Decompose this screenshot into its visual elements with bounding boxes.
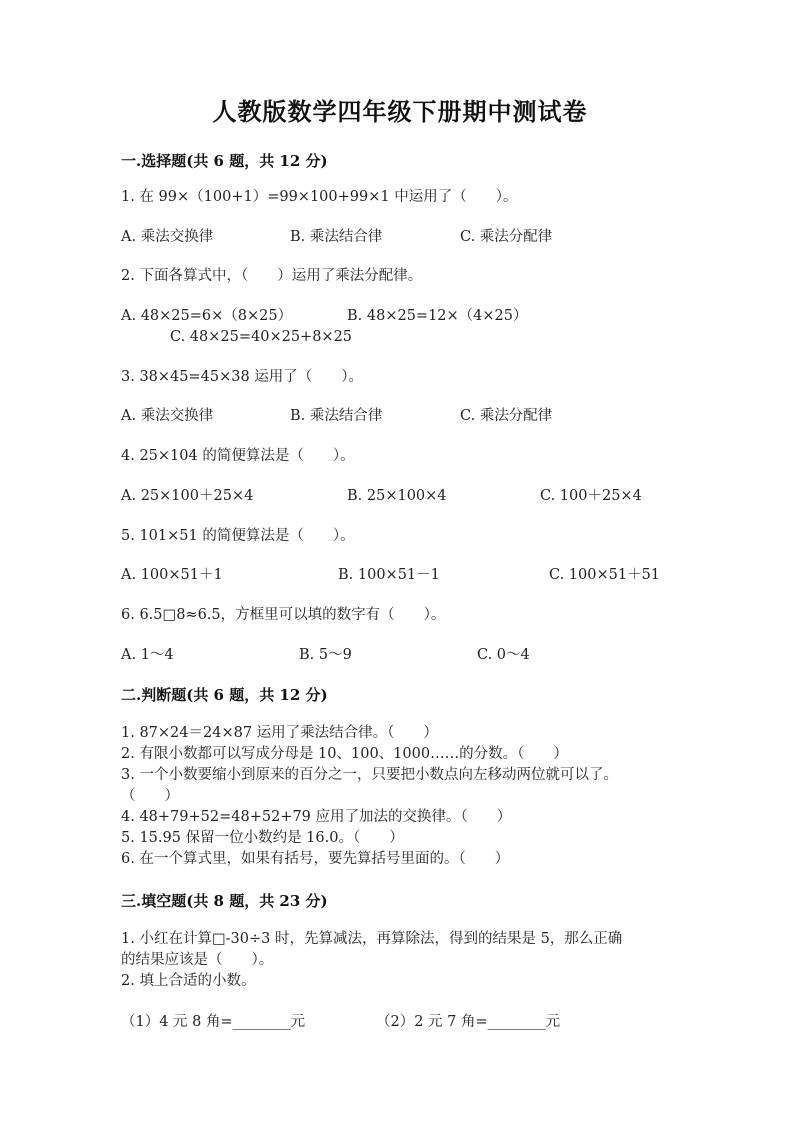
option-a: A. 1～4 xyxy=(121,647,174,663)
option-c: C. 100＋25×4 xyxy=(540,488,642,504)
section-heading-judge: 二.判断题(共 6 题，共 12 分) xyxy=(121,686,328,704)
option-a: A. 100×51＋1 xyxy=(121,567,223,583)
option-c: C. 乘法分配律 xyxy=(460,408,553,424)
judge-item: 2. 有限小数都可以写成分母是 10、100、1000……的分数。（ ） xyxy=(121,746,568,762)
judge-item: 6. 在一个算式里，如果有括号，要先算括号里面的。（ ） xyxy=(121,851,510,867)
option-c: C. 48×25=40×25+8×25 xyxy=(170,329,353,345)
fill-item-continued: 的结果应该是（ ）。 xyxy=(121,952,274,968)
judge-item: 1. 87×24＝24×87 运用了乘法结合律。（ ） xyxy=(121,725,438,741)
option-b: B. 48×25=12×（4×25） xyxy=(347,308,528,324)
judge-item-continued: （ ） xyxy=(121,788,179,804)
section-heading-choice: 一.选择题(共 6 题，共 12 分) xyxy=(121,152,328,170)
option-b: B. 25×100×4 xyxy=(347,488,447,504)
section-heading-fill: 三.填空题(共 8 题，共 23 分) xyxy=(121,892,328,910)
option-c: C. 0～4 xyxy=(477,647,530,663)
question-stem: 6. 6.5□8≈6.5，方框里可以填的数字有（ ）。 xyxy=(121,607,446,623)
option-a: A. 25×100＋25×4 xyxy=(121,488,254,504)
option-b: B. 乘法结合律 xyxy=(290,408,383,424)
question-stem: 3. 38×45=45×38 运用了（ ）。 xyxy=(121,369,364,385)
fill-blank-1: （1）4 元 8 角=________元 xyxy=(121,1014,306,1030)
option-a: A. 48×25=6×（8×25） xyxy=(121,308,293,324)
judge-item: 5. 15.95 保留一位小数约是 16.0。（ ） xyxy=(121,830,404,846)
question-stem: 5. 101×51 的简便算法是（ ）。 xyxy=(121,528,355,544)
option-b: B. 100×51－1 xyxy=(338,567,440,583)
question-stem: 1. 在 99×（100+1）=99×100+99×1 中运用了（ ）。 xyxy=(121,189,518,205)
option-a: A. 乘法交换律 xyxy=(121,408,214,424)
page-title: 人教版数学四年级下册期中测试卷 xyxy=(212,97,588,126)
question-stem: 2. 下面各算式中，（ ）运用了乘法分配律。 xyxy=(121,268,423,284)
fill-item: 2. 填上合适的小数。 xyxy=(121,973,256,989)
option-c: C. 乘法分配律 xyxy=(460,229,553,245)
question-stem: 4. 25×104 的简便算法是（ ）。 xyxy=(121,448,355,464)
fill-blank-2: （2）2 元 7 角=________元 xyxy=(376,1014,561,1030)
fill-item: 1. 小红在计算□-30÷3 时，先算减法，再算除法，得到的结果是 5，那么正确 xyxy=(121,931,623,947)
option-b: B. 乘法结合律 xyxy=(290,229,383,245)
option-a: A. 乘法交换律 xyxy=(121,229,214,245)
option-b: B. 5～9 xyxy=(299,647,352,663)
judge-item: 4. 48+79+52=48+52+79 应用了加法的交换律。（ ） xyxy=(121,809,512,825)
option-c: C. 100×51＋51 xyxy=(549,567,661,583)
judge-item: 3. 一个小数要缩小到原来的百分之一，只要把小数点向左移动两位就可以了。 xyxy=(121,767,618,783)
